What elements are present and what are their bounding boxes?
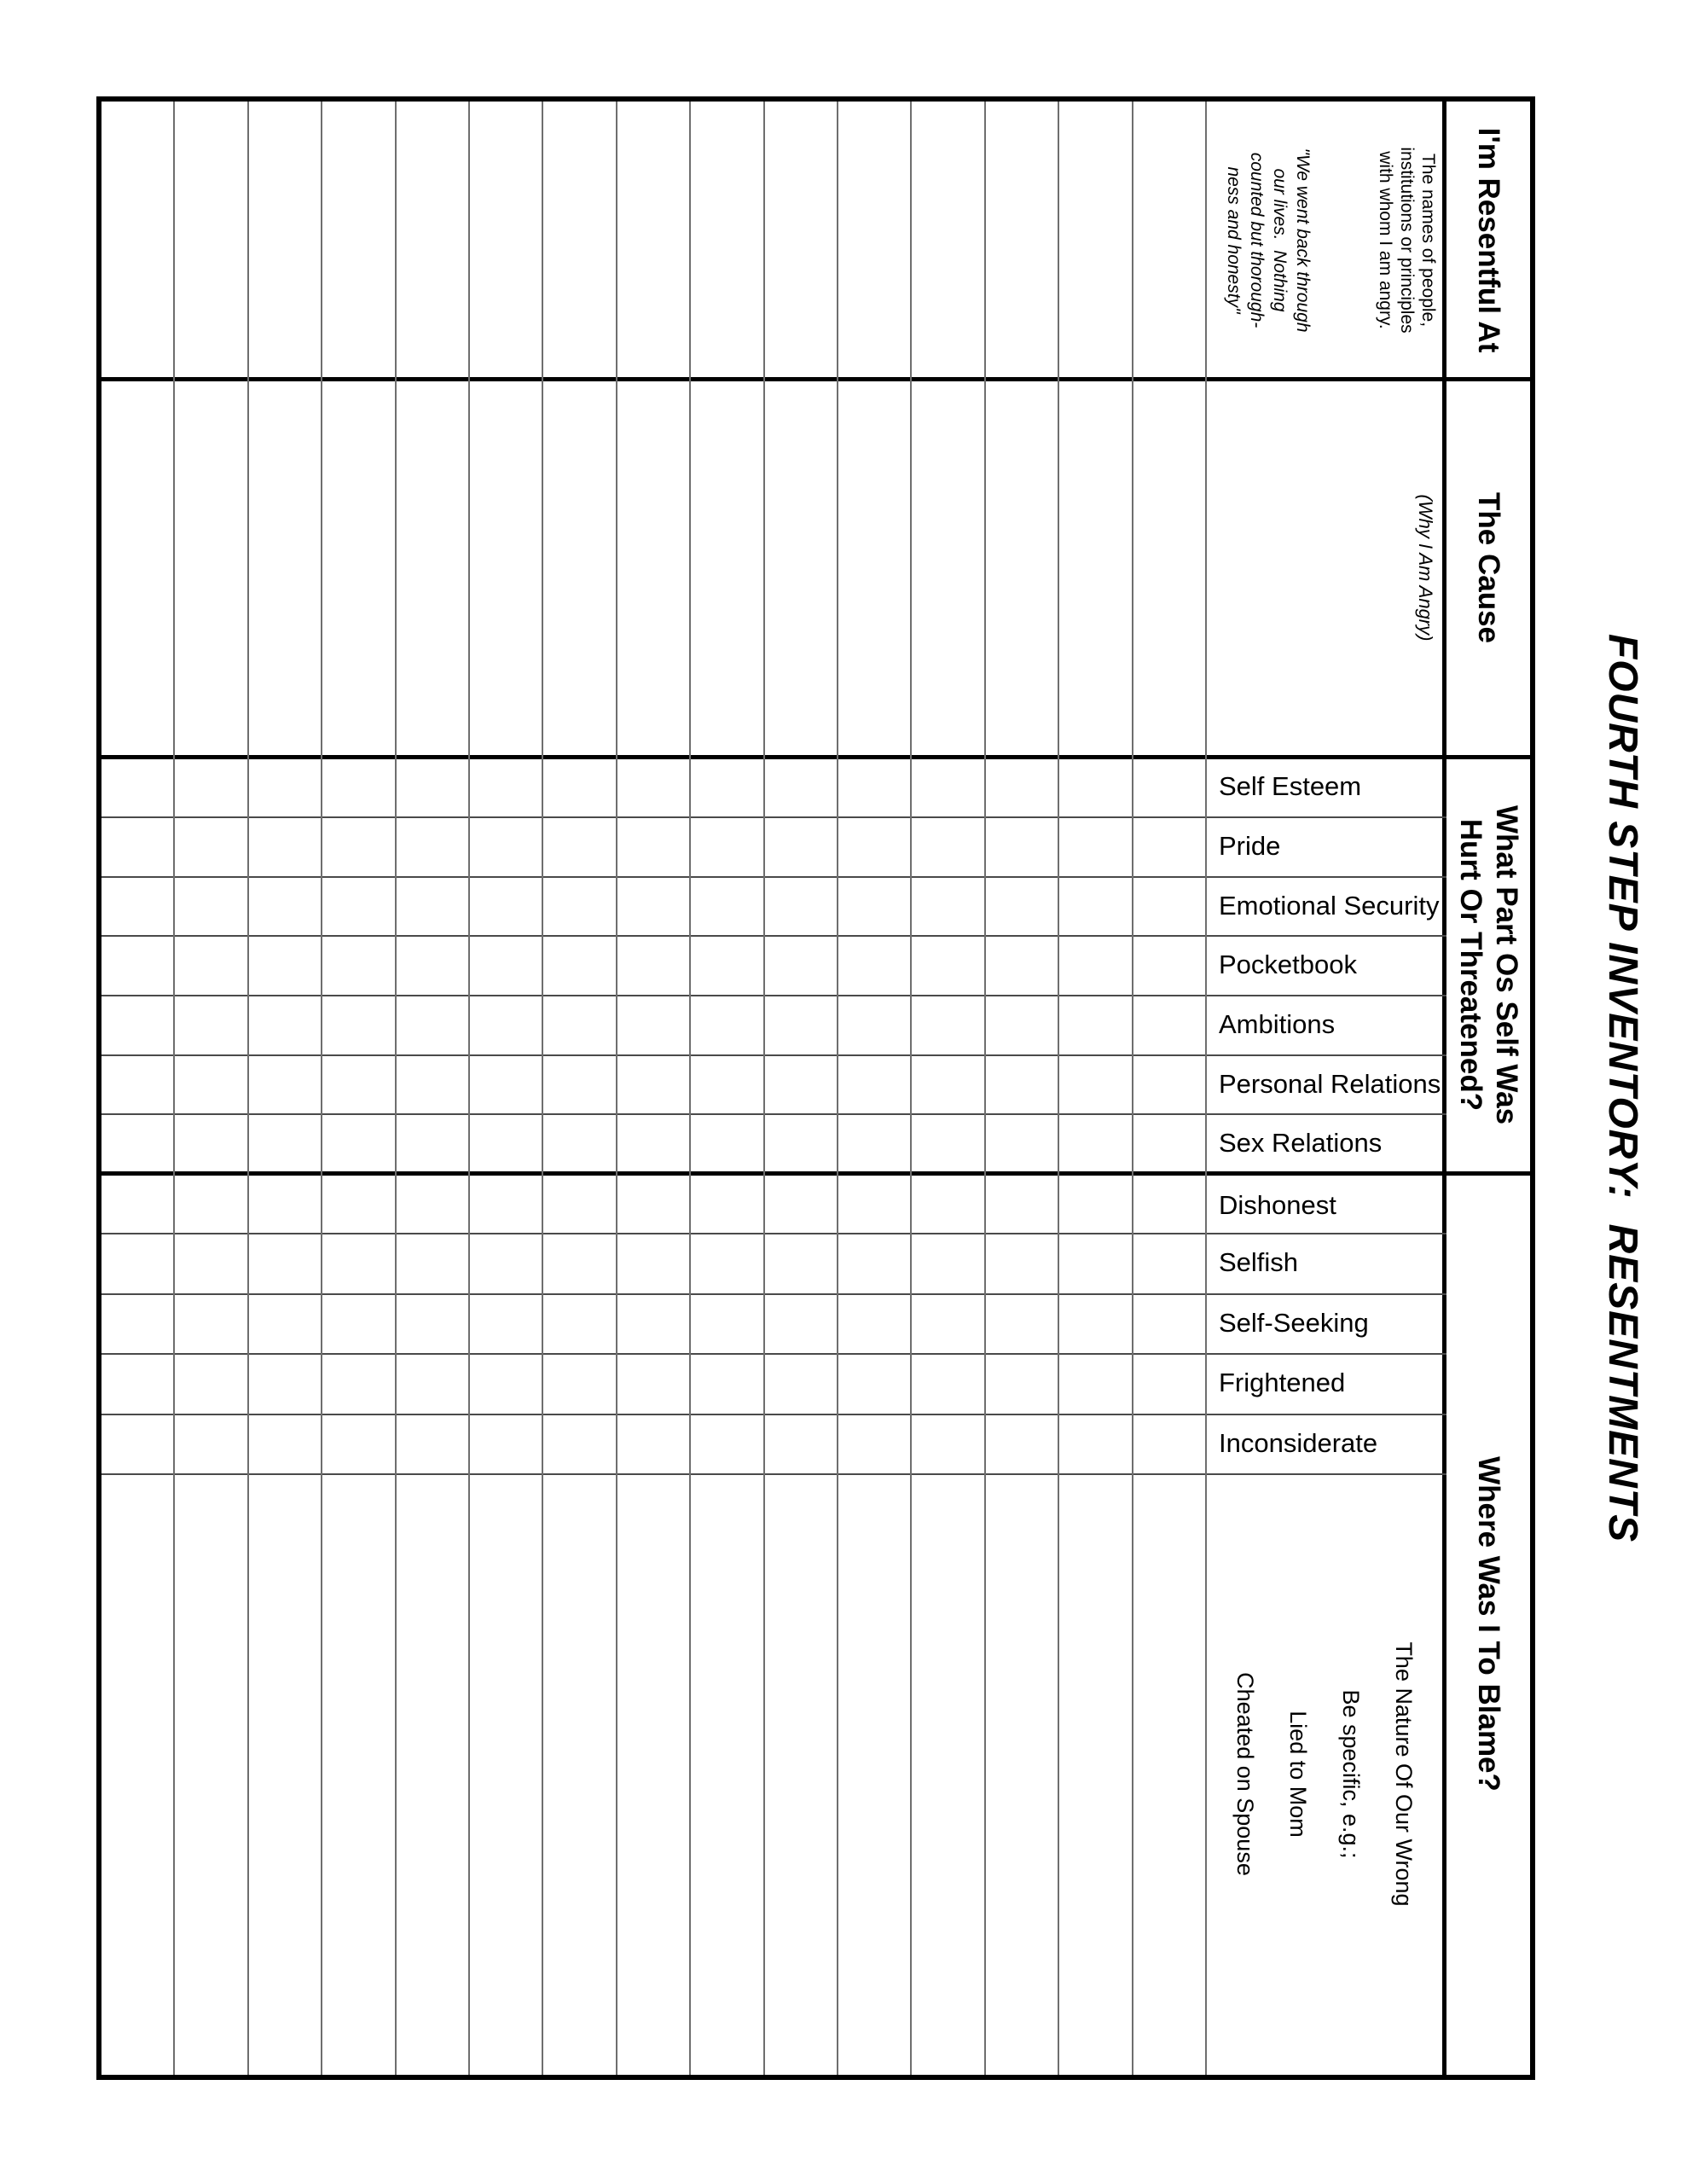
label-text: Self Esteem <box>1219 771 1362 801</box>
nature-line: Be specific, e.g.; <box>1338 1689 1364 1859</box>
column-header-im-resentful-at <box>1446 102 1530 379</box>
resentful-description <box>1209 102 1442 379</box>
label-inconsiderate <box>1207 1414 1442 1473</box>
description-line: with whom I am angry. <box>1376 151 1395 329</box>
label-text: Dishonest <box>1219 1190 1336 1220</box>
data-row-line <box>837 102 838 2075</box>
label-text: Inconsiderate <box>1219 1428 1378 1458</box>
form-title: FOURTH STEP INVENTORY: RESENTMENTS <box>1600 633 1645 1543</box>
data-row-line <box>247 102 249 2075</box>
column-header-label: Where Was I To Blame? <box>1472 1456 1505 1792</box>
label-self-esteem <box>1207 757 1442 816</box>
data-row-line <box>173 102 175 2075</box>
quote-line: ness and honesty" <box>1224 166 1244 314</box>
quote-line: counted but thorough- <box>1247 152 1267 328</box>
label-text: Selfish <box>1219 1247 1299 1277</box>
label-text: Frightened <box>1219 1368 1346 1397</box>
label-sex-relations <box>1207 1113 1442 1171</box>
nature-line: Cheated on Spouse <box>1232 1672 1258 1876</box>
label-text: Pocketbook <box>1219 950 1357 979</box>
data-row-line <box>395 102 397 2075</box>
quote-line: "We went back through <box>1293 148 1313 333</box>
label-text: Emotional Security <box>1219 891 1440 921</box>
description-line: institutions or principles <box>1397 147 1417 334</box>
label-frightened <box>1207 1353 1442 1414</box>
label-pride <box>1207 816 1442 876</box>
column-header-label <box>1452 805 1524 1124</box>
column-header-the-cause <box>1446 379 1530 757</box>
data-row-line <box>1132 102 1133 2075</box>
label-text: Sex Relations <box>1219 1128 1383 1158</box>
label-pocketbook <box>1207 935 1442 995</box>
label-text: Personal Relations <box>1219 1069 1441 1099</box>
inventory-table <box>96 96 1535 2080</box>
label-emotional-security <box>1207 876 1442 935</box>
data-row-line <box>321 102 322 2075</box>
label-ambitions <box>1207 995 1442 1054</box>
label-dishonest <box>1207 1176 1442 1233</box>
data-row-line <box>468 102 470 2075</box>
cause-note: (Why I Am Angry) <box>1415 494 1436 642</box>
column-header-line: What Part Os Self Was <box>1490 804 1523 1125</box>
column-header-what-part-of-self <box>1446 757 1530 1173</box>
description-block <box>1375 102 1439 379</box>
description-line: The names of people, <box>1418 153 1438 328</box>
data-row-line <box>542 102 543 2075</box>
label-self-seeking <box>1207 1293 1442 1353</box>
quote-line: our lives. Nothing <box>1270 168 1290 312</box>
label-text: Pride <box>1219 831 1281 861</box>
nature-line: Lied to Mom <box>1285 1711 1311 1838</box>
column-header-label: I'm Resentful At <box>1472 127 1505 353</box>
label-selfish <box>1207 1233 1442 1293</box>
data-row-line <box>1058 102 1059 2075</box>
nature-of-wrong-note <box>1207 1473 1442 2075</box>
column-header-line: Hurt Or Threatened? <box>1454 818 1487 1112</box>
nature-line: The Nature Of Our Wrong <box>1391 1641 1417 1907</box>
column-header-where-was-i-to-blame <box>1446 1173 1530 2075</box>
label-text: Ambitions <box>1219 1009 1336 1039</box>
data-row-line <box>763 102 765 2075</box>
bigbook-quote <box>1222 102 1314 379</box>
label-personal-relations <box>1207 1054 1442 1113</box>
data-row-line <box>616 102 617 2075</box>
label-text: Self-Seeking <box>1219 1308 1369 1338</box>
column-header-label: The Cause <box>1472 492 1505 643</box>
data-row-line <box>984 102 986 2075</box>
data-row-line <box>910 102 912 2075</box>
data-row-line <box>689 102 691 2075</box>
